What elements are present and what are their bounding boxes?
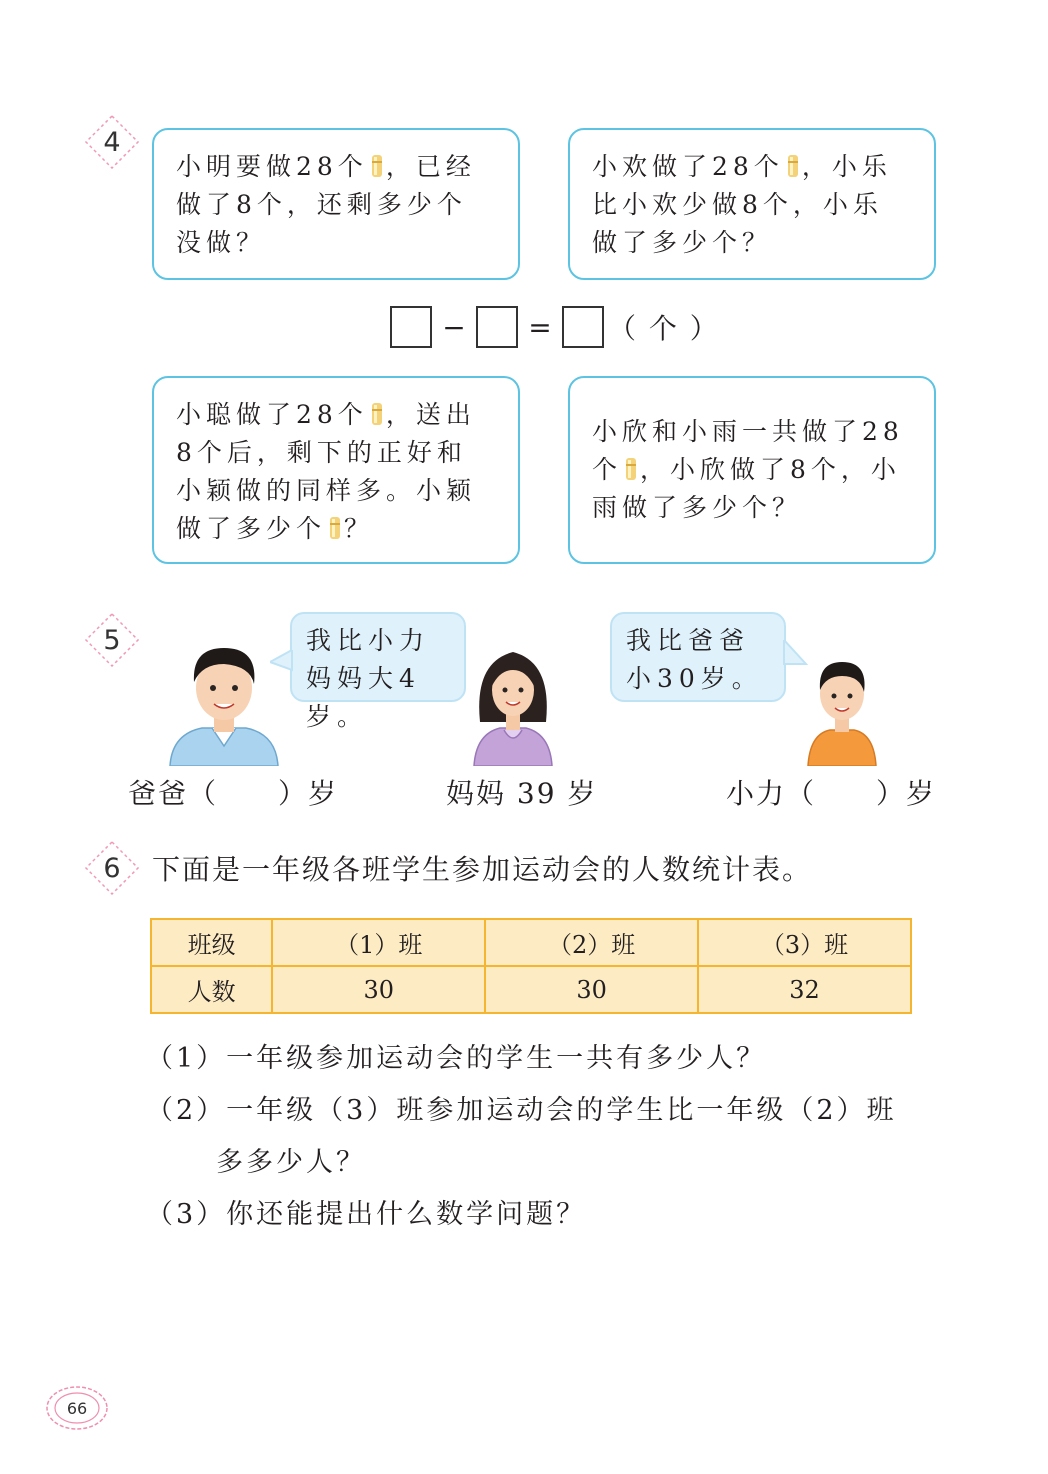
son-illustration bbox=[804, 654, 880, 766]
question-2-line-2: 多多少人？ bbox=[216, 1147, 366, 1178]
table-cell: 30 bbox=[272, 966, 485, 1013]
problem-card-4: 小欣和小雨一共做了28个 ，小欣做了8个，小雨做了多少个？ bbox=[568, 376, 936, 564]
problem-card-3: 小聪做了28个 ，送出8个后，剩下的正好和小颖做的同样多。小颖做了多少个 ？ bbox=[152, 376, 520, 564]
candy-roll-icon bbox=[623, 455, 639, 481]
table-header-row bbox=[151, 919, 911, 966]
problem-4-number: 4 bbox=[84, 114, 140, 170]
question-3: （3）你还能提出什么数学问题？ bbox=[146, 1199, 587, 1230]
candy-roll-icon bbox=[785, 152, 801, 178]
table-cell: 32 bbox=[698, 966, 911, 1013]
equals-sign: = bbox=[528, 310, 552, 344]
table-cell: 班级 bbox=[151, 919, 272, 966]
answer-box-2[interactable] bbox=[476, 306, 518, 348]
answer-box-3[interactable] bbox=[562, 306, 604, 348]
bubble-tail bbox=[270, 650, 294, 672]
dad-age-label: 爸爸（ ）岁 bbox=[128, 777, 339, 810]
candy-roll-icon bbox=[369, 400, 385, 426]
answer-box-1[interactable] bbox=[390, 306, 432, 348]
participation-table bbox=[150, 918, 912, 1014]
candy-roll-icon bbox=[369, 152, 385, 178]
table-cell: 30 bbox=[485, 966, 698, 1013]
mom-illustration bbox=[470, 642, 556, 766]
table-cell: （3）班 bbox=[698, 919, 911, 966]
table-cell: （1）班 bbox=[272, 919, 485, 966]
question-2-line-1: （2）一年级（3）班参加运动会的学生比一年级（2）班 bbox=[146, 1095, 897, 1126]
dad-illustration bbox=[162, 638, 286, 766]
unit-label: （ 个 ） bbox=[608, 312, 720, 345]
problem-6-number: 6 bbox=[84, 840, 140, 896]
mom-age-label: 妈妈 39 岁 bbox=[446, 777, 598, 810]
problem-card-2: 小欢做了28个 ，小乐比小欢少做8个，小乐做了多少个？ bbox=[568, 128, 936, 280]
problem-card-1: 小明要做28个 ，已经做了8个，还剩多少个没做？ bbox=[152, 128, 520, 280]
page-number: 66 bbox=[44, 1384, 110, 1432]
son-speech-bubble: 我比爸爸小30岁。 bbox=[610, 612, 786, 702]
candy-roll-icon bbox=[327, 514, 343, 540]
son-age-label: 小力（ ）岁 bbox=[726, 777, 937, 810]
table-row bbox=[151, 966, 911, 1013]
question-1: （1）一年级参加运动会的学生一共有多少人？ bbox=[146, 1043, 767, 1074]
equation-row bbox=[390, 304, 720, 350]
problem-5-number: 5 bbox=[84, 612, 140, 668]
dad-speech-bubble: 我比小力妈妈大4岁。 bbox=[290, 612, 466, 702]
table-cell: （2）班 bbox=[485, 919, 698, 966]
table-cell: 人数 bbox=[151, 966, 272, 1013]
minus-sign: − bbox=[442, 310, 466, 344]
problem-6-intro: 下面是一年级各班学生参加运动会的人数统计表。 bbox=[152, 853, 813, 886]
